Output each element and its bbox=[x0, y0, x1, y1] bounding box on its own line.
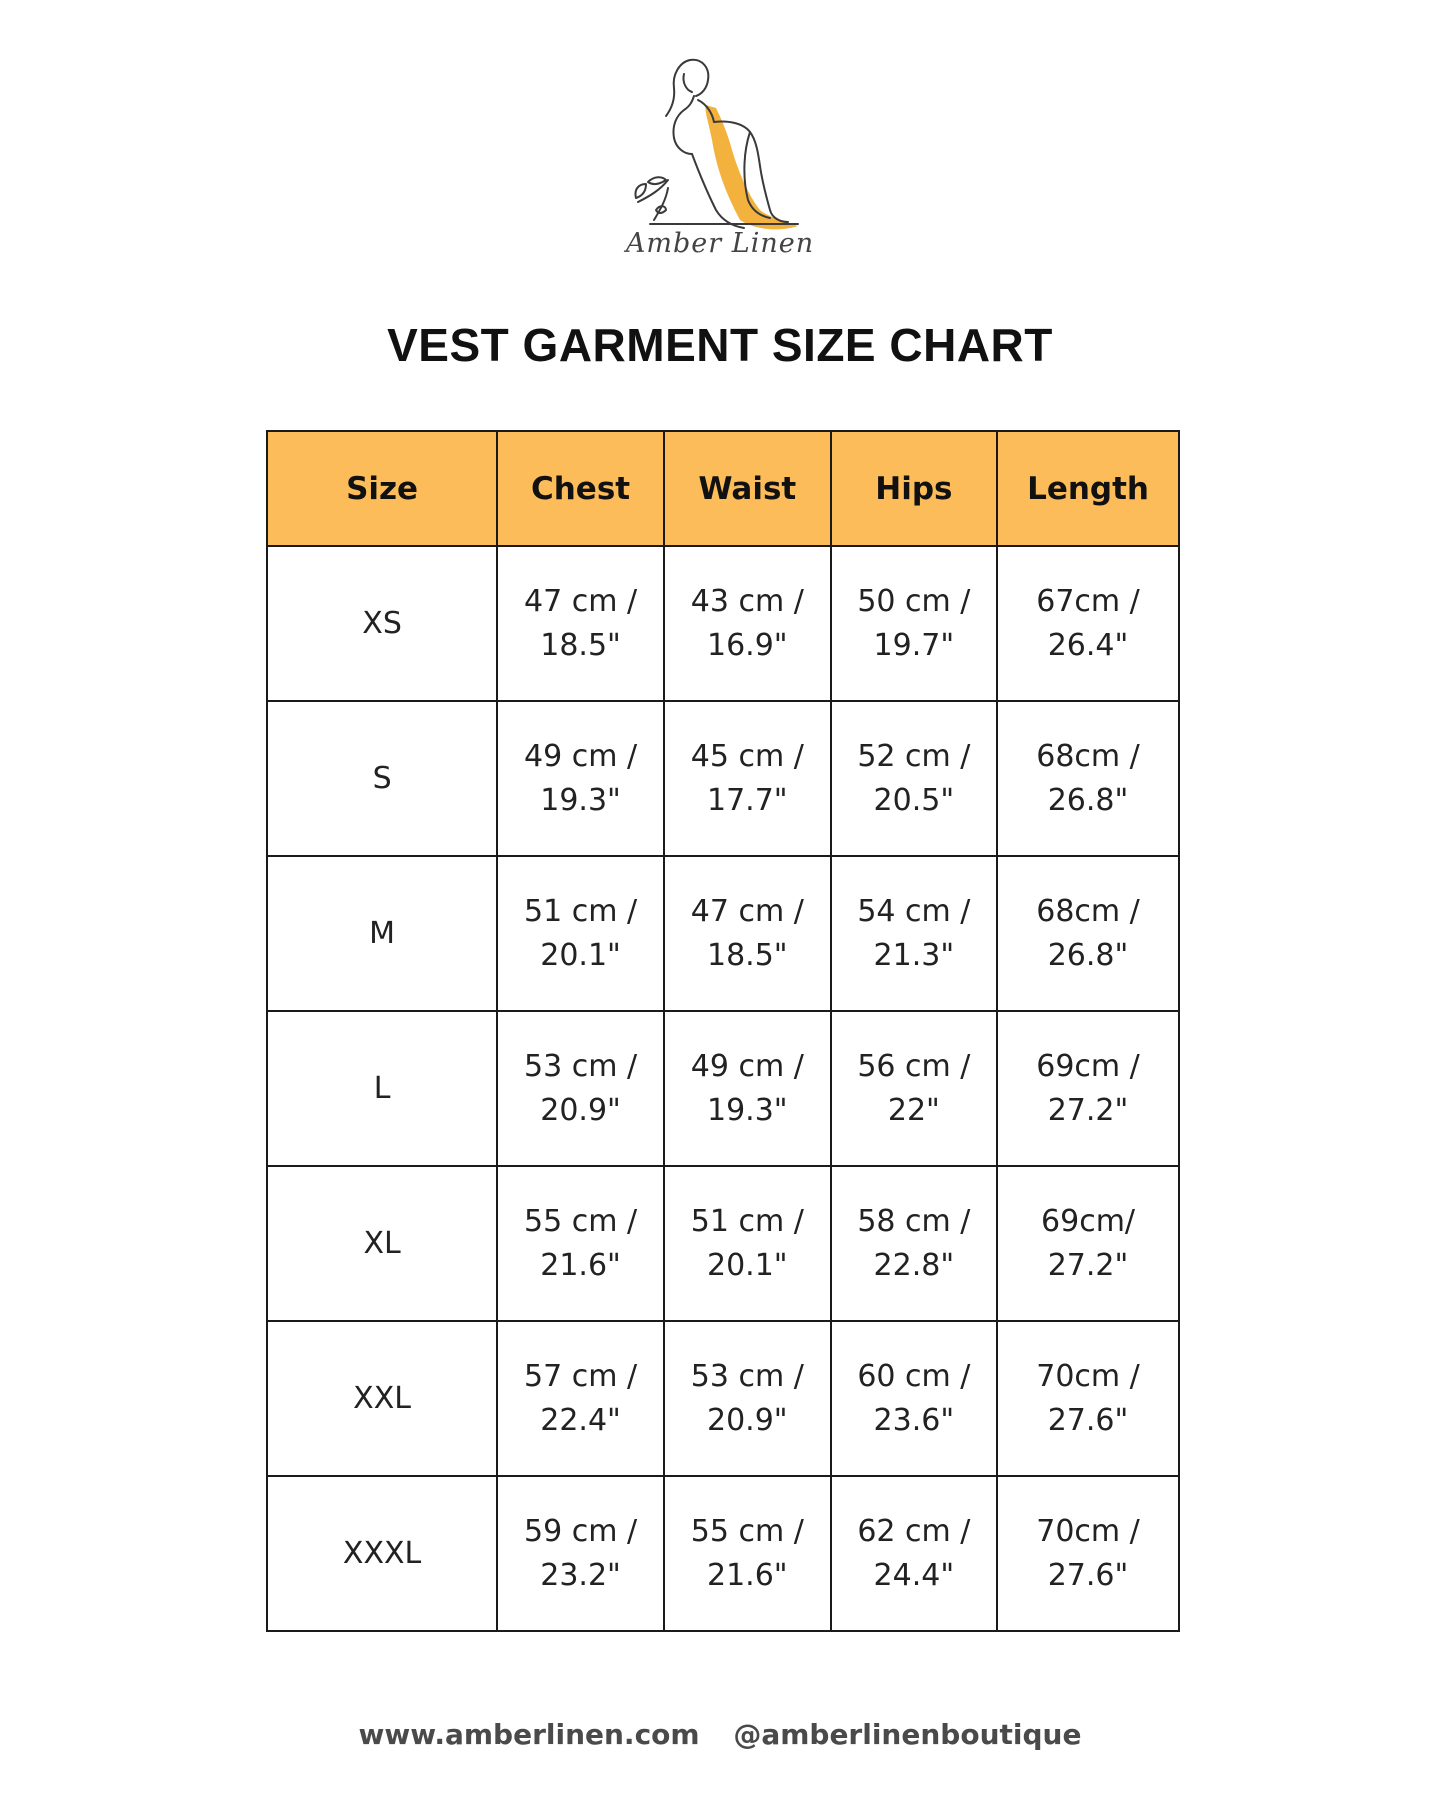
table-row bbox=[267, 701, 1179, 856]
chest-inch-value: 20.1" bbox=[540, 937, 621, 973]
hips-cell bbox=[831, 856, 997, 1011]
waist-inch-value: 20.9" bbox=[706, 1402, 788, 1438]
chest-cell bbox=[497, 701, 664, 856]
length-cell bbox=[997, 701, 1179, 856]
table-row bbox=[267, 1321, 1179, 1476]
waist-cell bbox=[664, 1476, 831, 1631]
size-cell: S bbox=[267, 701, 497, 856]
waist-cell bbox=[664, 701, 831, 856]
length-inch-value: 27.2" bbox=[1047, 1092, 1129, 1128]
waist-cm-value: 45 cm / bbox=[690, 738, 804, 774]
length-cell bbox=[997, 1011, 1179, 1166]
length-cm-value: 70cm / bbox=[1036, 1513, 1140, 1549]
size-cell: XL bbox=[267, 1166, 497, 1321]
size-cell: L bbox=[267, 1011, 497, 1166]
hips-cm-value: 56 cm / bbox=[857, 1048, 971, 1084]
footer bbox=[0, 1718, 1440, 1751]
length-cm-value: 69cm/ bbox=[1041, 1203, 1136, 1239]
hips-cm-value: 50 cm / bbox=[857, 583, 971, 619]
header-size: Size bbox=[267, 431, 497, 546]
waist-cm-value: 43 cm / bbox=[690, 583, 804, 619]
length-cell bbox=[997, 856, 1179, 1011]
header-length: Length bbox=[997, 431, 1179, 546]
chest-cm-value: 59 cm / bbox=[524, 1513, 638, 1549]
hips-cm-value: 52 cm / bbox=[857, 738, 971, 774]
hips-cell bbox=[831, 701, 997, 856]
length-cell bbox=[997, 1321, 1179, 1476]
size-cell: XXL bbox=[267, 1321, 497, 1476]
waist-inch-value: 19.3" bbox=[706, 1092, 788, 1128]
waist-cm-value: 47 cm / bbox=[690, 893, 804, 929]
chest-cell bbox=[497, 1166, 664, 1321]
waist-inch-value: 16.9" bbox=[706, 627, 788, 663]
hips-inch-value: 20.5" bbox=[873, 782, 955, 818]
hips-cm-value: 62 cm / bbox=[857, 1513, 971, 1549]
page-title: VEST GARMENT SIZE CHART bbox=[387, 319, 1053, 371]
length-cm-value: 67cm / bbox=[1036, 583, 1140, 619]
size-cell: M bbox=[267, 856, 497, 1011]
header-chest: Chest bbox=[497, 431, 664, 546]
waist-inch-value: 21.6" bbox=[706, 1557, 788, 1593]
seated-woman-illustration-icon bbox=[620, 50, 820, 240]
chest-inch-value: 21.6" bbox=[540, 1247, 621, 1283]
length-cm-value: 68cm / bbox=[1036, 738, 1140, 774]
length-inch-value: 26.8" bbox=[1047, 782, 1129, 818]
table-row bbox=[267, 856, 1179, 1011]
waist-cm-value: 49 cm / bbox=[690, 1048, 804, 1084]
hips-cm-value: 54 cm / bbox=[857, 893, 971, 929]
length-cell bbox=[997, 546, 1179, 701]
hips-cm-value: 58 cm / bbox=[857, 1203, 971, 1239]
length-cell bbox=[997, 1476, 1179, 1631]
chest-inch-value: 23.2" bbox=[540, 1557, 621, 1593]
hips-inch-value: 19.7" bbox=[873, 627, 955, 663]
waist-cm-value: 53 cm / bbox=[690, 1358, 804, 1394]
chest-cm-value: 57 cm / bbox=[524, 1358, 638, 1394]
chest-cell bbox=[497, 1476, 664, 1631]
length-inch-value: 27.6" bbox=[1047, 1402, 1129, 1438]
hips-inch-value: 23.6" bbox=[873, 1402, 955, 1438]
length-cm-value: 68cm / bbox=[1036, 893, 1140, 929]
hips-cm-value: 60 cm / bbox=[857, 1358, 971, 1394]
waist-cell bbox=[664, 1321, 831, 1476]
chest-cell bbox=[497, 546, 664, 701]
table-header-row bbox=[267, 431, 1179, 546]
chest-inch-value: 22.4" bbox=[540, 1402, 621, 1438]
length-inch-value: 27.2" bbox=[1047, 1247, 1129, 1283]
chest-cm-value: 51 cm / bbox=[524, 893, 638, 929]
hips-cell bbox=[831, 546, 997, 701]
waist-cell bbox=[664, 1166, 831, 1321]
waist-cell bbox=[664, 1011, 831, 1166]
waist-inch-value: 20.1" bbox=[706, 1247, 788, 1283]
table-row bbox=[267, 1011, 1179, 1166]
length-cell bbox=[997, 1166, 1179, 1321]
hips-inch-value: 24.4" bbox=[873, 1557, 955, 1593]
table-row bbox=[267, 1476, 1179, 1631]
chest-cell bbox=[497, 1321, 664, 1476]
waist-inch-value: 18.5" bbox=[706, 937, 788, 973]
chest-cm-value: 53 cm / bbox=[524, 1048, 638, 1084]
table-row bbox=[267, 546, 1179, 701]
size-chart-table bbox=[266, 430, 1180, 1632]
size-cell: XS bbox=[267, 546, 497, 701]
length-inch-value: 27.6" bbox=[1047, 1557, 1129, 1593]
waist-cm-value: 55 cm / bbox=[690, 1513, 804, 1549]
chest-inch-value: 19.3" bbox=[540, 782, 621, 818]
length-cm-value: 69cm / bbox=[1036, 1048, 1140, 1084]
length-inch-value: 26.4" bbox=[1047, 627, 1129, 663]
waist-inch-value: 17.7" bbox=[706, 782, 788, 818]
length-inch-value: 26.8" bbox=[1047, 937, 1129, 973]
chest-inch-value: 20.9" bbox=[540, 1092, 621, 1128]
social-handle[interactable]: @amberlinenboutique bbox=[733, 1718, 1082, 1751]
hips-cell bbox=[831, 1321, 997, 1476]
hips-cell bbox=[831, 1476, 997, 1631]
chest-cell bbox=[497, 1011, 664, 1166]
waist-cm-value: 51 cm / bbox=[690, 1203, 804, 1239]
hips-cell bbox=[831, 1011, 997, 1166]
table-row bbox=[267, 1166, 1179, 1321]
table-body bbox=[267, 546, 1179, 1631]
chest-inch-value: 18.5" bbox=[540, 627, 621, 663]
brand-name: Amber Linen bbox=[625, 228, 815, 259]
header-hips: Hips bbox=[831, 431, 997, 546]
header-waist: Waist bbox=[664, 431, 831, 546]
waist-cell bbox=[664, 856, 831, 1011]
chest-cm-value: 55 cm / bbox=[524, 1203, 638, 1239]
hips-inch-value: 22.8" bbox=[873, 1247, 955, 1283]
chest-cm-value: 47 cm / bbox=[524, 583, 638, 619]
size-cell: XXXL bbox=[267, 1476, 497, 1631]
chest-cm-value: 49 cm / bbox=[524, 738, 638, 774]
length-cm-value: 70cm / bbox=[1036, 1358, 1140, 1394]
hips-inch-value: 22" bbox=[887, 1092, 940, 1128]
waist-cell bbox=[664, 546, 831, 701]
chest-cell bbox=[497, 856, 664, 1011]
hips-inch-value: 21.3" bbox=[873, 937, 955, 973]
hips-cell bbox=[831, 1166, 997, 1321]
website-link[interactable]: www.amberlinen.com bbox=[358, 1718, 700, 1751]
